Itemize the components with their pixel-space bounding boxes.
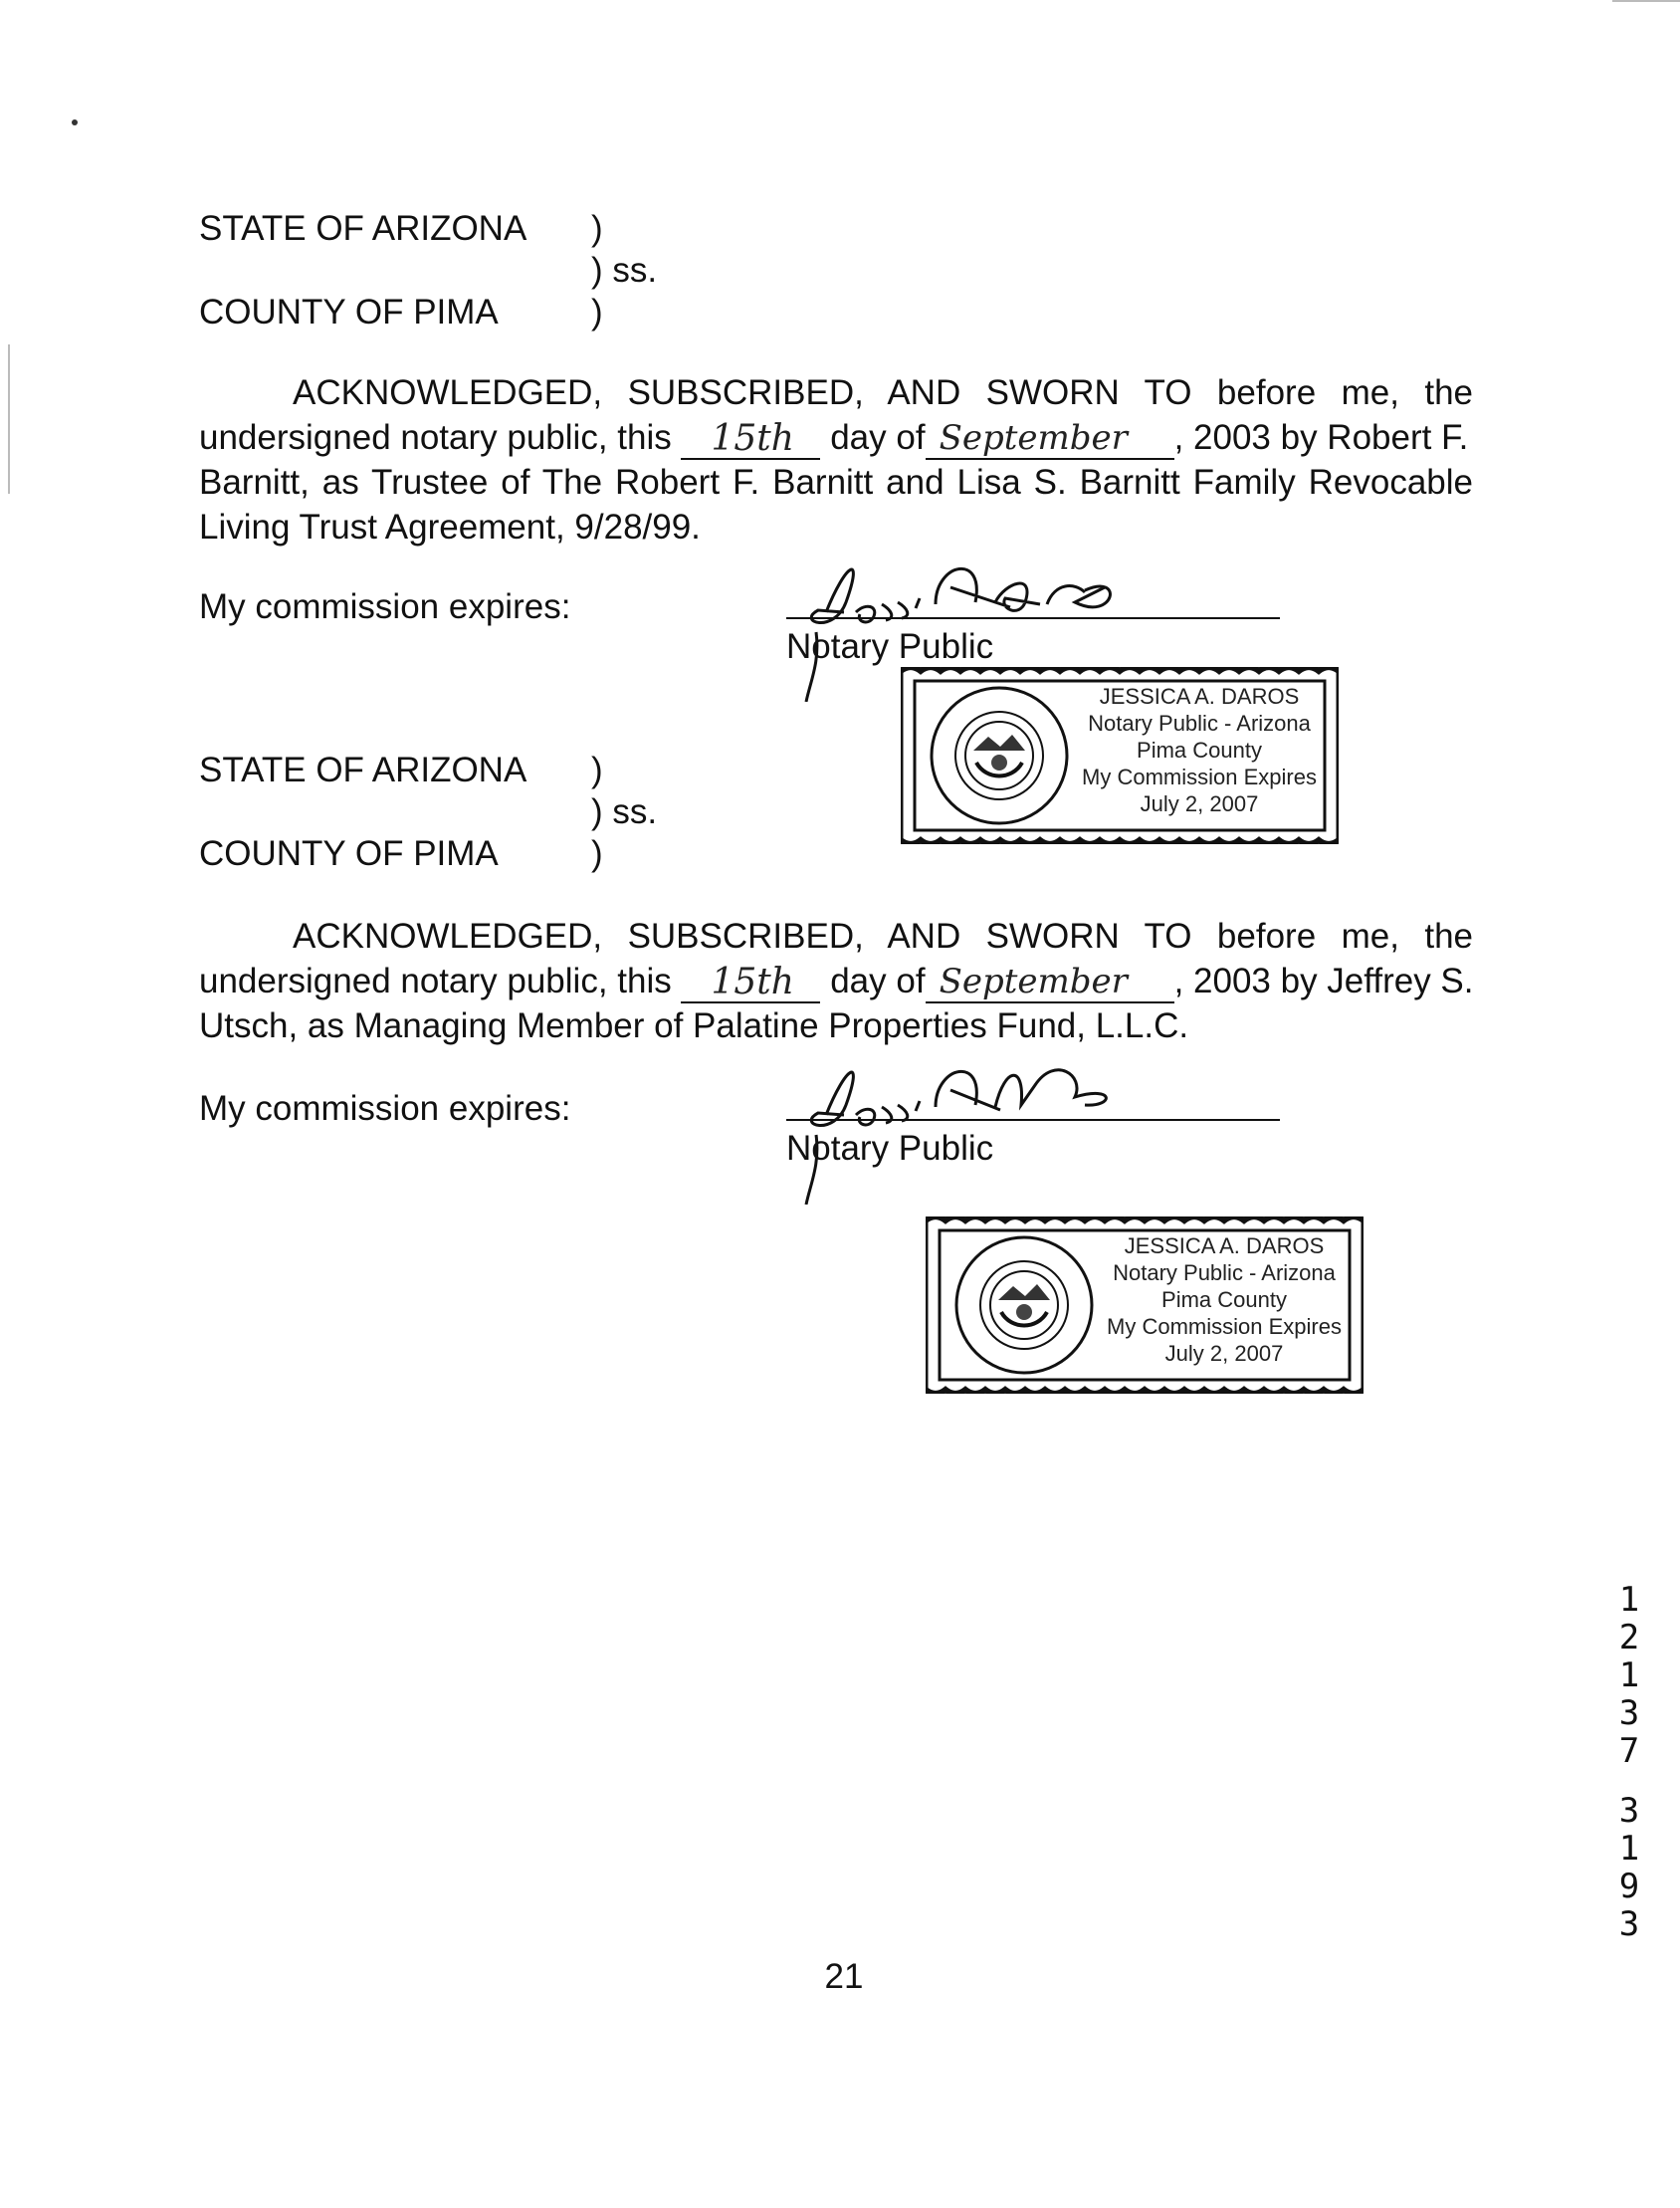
margin-digit: 9 <box>1618 1867 1640 1906</box>
stamp-expires-date: July 2, 2007 <box>1140 791 1259 816</box>
venue-paren: ) <box>591 834 603 873</box>
scan-artifact <box>8 344 10 494</box>
commission-expires-label: My commission expires: <box>199 1089 571 1128</box>
ack-text: day of <box>830 962 926 1000</box>
ack-line-1: ACKNOWLEDGED, SUBSCRIBED, AND SWORN TO before me, the <box>293 373 1473 412</box>
month-blank <box>926 418 1174 460</box>
margin-digit: 2 <box>1618 1618 1640 1657</box>
notary-stamp <box>901 667 1339 844</box>
margin-digit: 3 <box>1618 1693 1640 1733</box>
day-blank <box>681 962 820 1003</box>
stamp-expires-date: July 2, 2007 <box>1164 1341 1284 1366</box>
margin-digit: 1 <box>1618 1829 1640 1869</box>
venue-ss: ) ss. <box>591 792 658 831</box>
stamp-name: JESSICA A. DAROS <box>1099 684 1300 709</box>
ack-line-rest: Barnitt, as Trustee of The Robert F. Barnitt and Lisa S. Barnitt Family Revocable Living Trust Agreement, 9/28/99. <box>199 463 1473 547</box>
notary-public-label: Notary Public <box>786 627 994 666</box>
ack-line-1: ACKNOWLEDGED, SUBSCRIBED, AND SWORN TO before me, the <box>293 917 1473 956</box>
stamp-expires-label: My Commission Expires <box>1082 765 1317 789</box>
margin-document-number <box>1614 1581 1644 1943</box>
margin-digit: 1 <box>1618 1656 1640 1695</box>
venue-paren: ) <box>591 293 603 331</box>
notary-stamp <box>926 1216 1364 1394</box>
stamp-expires-label: My Commission Expires <box>1107 1314 1342 1339</box>
month-handwritten: September <box>939 418 1128 458</box>
state-seal-icon <box>953 1234 1095 1376</box>
acknowledgment-paragraph <box>199 914 1473 1048</box>
commission-expires-label: My commission expires: <box>199 587 571 626</box>
venue-county: COUNTY OF PIMA <box>199 834 499 873</box>
venue-county: COUNTY OF PIMA <box>199 293 499 331</box>
stamp-name: JESSICA A. DAROS <box>1124 1233 1325 1258</box>
notary-public-label: Notary Public <box>786 1129 994 1168</box>
ack-text: undersigned notary public, this <box>199 418 672 457</box>
ack-text: undersigned notary public, this <box>199 962 672 1000</box>
venue-state: STATE OF ARIZONA <box>199 209 527 248</box>
day-handwritten: 15th <box>711 418 794 459</box>
stamp-county: Pima County <box>1137 738 1262 763</box>
margin-digit: 3 <box>1618 1904 1640 1944</box>
venue-ss: ) ss. <box>591 251 658 290</box>
venue-state: STATE OF ARIZONA <box>199 751 527 789</box>
stamp-text <box>1095 1232 1354 1367</box>
month-handwritten: September <box>939 962 1128 1001</box>
ack-text: , 2003 by Jeffrey S. <box>1173 962 1474 1000</box>
day-blank <box>681 418 820 460</box>
margin-digit: 1 <box>1618 1580 1640 1620</box>
acknowledgment-paragraph <box>199 370 1473 550</box>
signature-image <box>786 1045 1204 1205</box>
ack-text: day of <box>830 418 926 457</box>
scan-artifact <box>1612 0 1680 2</box>
state-seal-icon <box>929 685 1070 826</box>
ack-line-2 <box>199 415 1473 460</box>
margin-digit: 3 <box>1618 1791 1640 1831</box>
margin-digit: 7 <box>1618 1731 1640 1771</box>
day-handwritten: 15th <box>711 962 794 1002</box>
stamp-county: Pima County <box>1161 1287 1287 1312</box>
ack-line-rest: Utsch, as Managing Member of Palatine Properties Fund, L.L.C. <box>199 1006 1189 1045</box>
page-number: 21 <box>824 1957 864 1996</box>
scan-artifact <box>72 119 78 125</box>
venue-paren: ) <box>591 751 603 789</box>
stamp-title: Notary Public - Arizona <box>1113 1260 1336 1285</box>
venue-paren: ) <box>591 209 603 248</box>
stamp-title: Notary Public - Arizona <box>1088 711 1311 736</box>
month-blank <box>926 962 1174 1003</box>
ack-text: , 2003 by Robert F. <box>1173 418 1469 457</box>
stamp-text <box>1070 683 1329 817</box>
ack-line-2 <box>199 959 1473 1003</box>
